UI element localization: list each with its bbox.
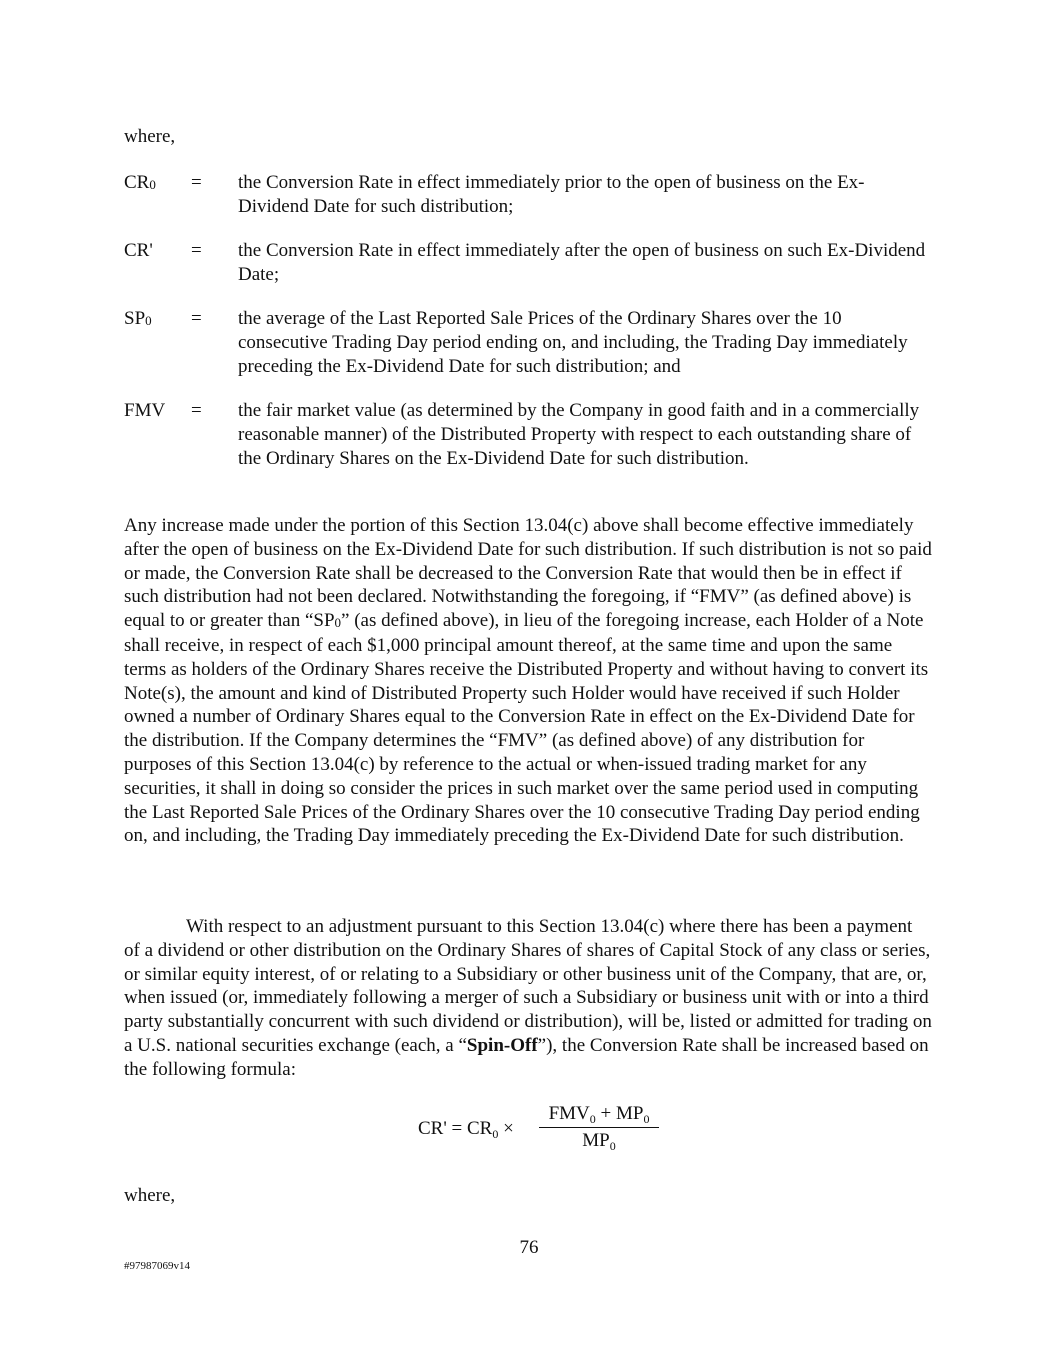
definition-text: the average of the Last Reported Sale Prices of the Ordinary Shares over the 10 consecutive Trading Day period ending on, and including, the Trading Day immediately preceding the Ex-Dividend Date for such distribution; and bbox=[238, 308, 908, 377]
definition-cr-prime bbox=[124, 239, 932, 287]
spin-off-formula bbox=[418, 1103, 658, 1163]
definition-cr0 bbox=[124, 171, 932, 219]
spin-off-term: Spin-Off bbox=[466, 1034, 538, 1056]
definition-term: FMV bbox=[124, 400, 166, 421]
formula-lhs: $CR' = CR_0$ × bbox=[418, 1118, 514, 1141]
formula-fraction bbox=[539, 1103, 659, 1155]
definition-text: the fair market value (as determined by the Company in good faith and in a commercially reasonable manner) of the Distributed Property with respect to each outstanding share of the Ordinary Shares on the Ex-Dividend Date for such distribution. bbox=[238, 400, 920, 469]
definition-fmv bbox=[124, 399, 932, 470]
formula-denominator: $MP_0$ bbox=[582, 1130, 616, 1153]
equals-sign: = bbox=[191, 400, 202, 421]
equals-sign: = bbox=[191, 308, 202, 329]
equals-sign: = bbox=[191, 172, 202, 193]
where-label-bottom: where, bbox=[124, 1185, 176, 1206]
definition-term: CR' bbox=[124, 240, 153, 261]
definition-text: the Conversion Rate in effect immediately after the open of business on such Ex-Dividend Date; bbox=[238, 240, 926, 285]
paragraph-increase-effective: Any increase made under the portion of this Section 13.04(c) above shall become effective immediately after the open of business on the Ex-Dividend Date for such distribution. If such distribution is not so paid or made, the Conversion Rate shall be decreased to the Conversion Rate that would then be in effect if such distribution had not been declared. Notwithstanding the foregoing, if “FMV” (as defined above) is equal to or greater than “SP0” (as defined above), in lieu of the foregoing increase, each Holder of a Note shall receive, in respect of each $1,000 principal amount thereof, at the same time and upon the same terms as holders of the Ordinary Shares receive the Distributed Property and without having to convert its Note(s), the amount and kind of Distributed Property such Holder would have received if such Holder owned a number of Ordinary Shares equal to the Conversion Rate in effect on the Ex-Dividend Date for the distribution. If the Company determines the “FMV” (as defined above) of any distribution for purposes of this Section 13.04(c) by reference to the actual or when-issued trading market for any securities, it shall in doing so consider the prices in such market over the same period used in computing the Last Reported Sale Prices of the Ordinary Shares over the 10 consecutive Trading Day period ending on, and including, the Trading Day immediately preceding the Ex-Dividend Date for such distribution. bbox=[124, 515, 932, 847]
definition-term: SP0 bbox=[124, 308, 152, 329]
page-number: 76 bbox=[519, 1237, 539, 1258]
formula-numerator: $FMV_0 + MP_0$ bbox=[539, 1103, 659, 1128]
definition-sp0 bbox=[124, 307, 932, 378]
paragraph-spin-off: With respect to an adjustment pursuant to this Section 13.04(c) where there has been a payment of a dividend or other distribution on the Ordinary Shares of shares of Capital Stock of any class or series, or similar equity interest, of or relating to a Subsidiary or other business unit of the Company, that are, or, when issued (or, immediately following a merger of such a Subsidiary or business unit with or into a third party substantially concurrent with such dividend or distribution), will be, listed or admitted for trading on a U.S. national securities exchange (each, a “Spin-Off”), the Conversion Rate shall be increased based on the following formula: bbox=[124, 916, 932, 1080]
definition-term: CR0 bbox=[124, 172, 156, 193]
document-id: #97987069v14 bbox=[124, 1260, 190, 1272]
definition-text: the Conversion Rate in effect immediately prior to the open of business on the Ex-Dividend Date for such distribution; bbox=[238, 172, 865, 217]
equals-sign: = bbox=[191, 240, 202, 261]
where-label-top: where, bbox=[124, 126, 176, 147]
